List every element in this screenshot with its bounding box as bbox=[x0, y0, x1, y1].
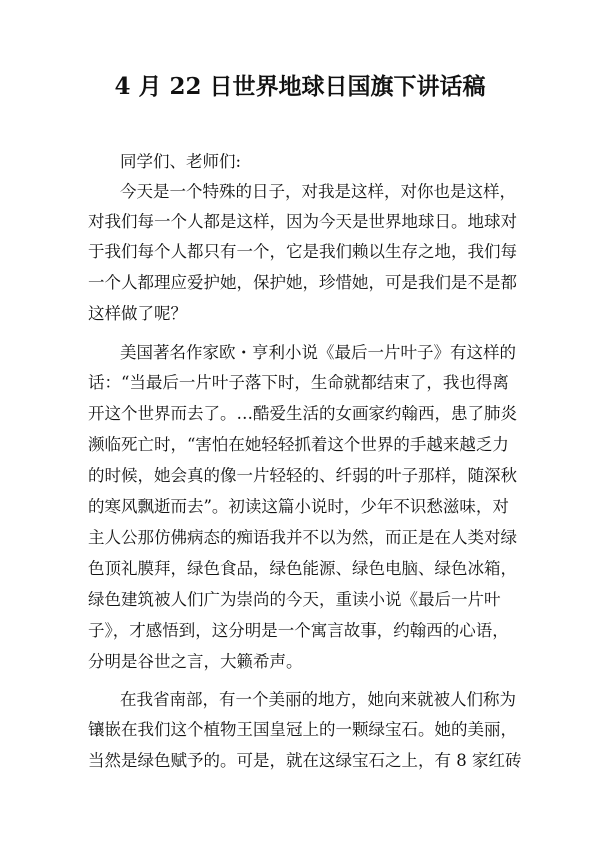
text-line: 美国著名作家欧・亨利小说《最后一片叶子》有这样的 bbox=[120, 343, 516, 362]
text-line: 色顶礼膜拜，绿色食品，绿色能源、绿色电脑、绿色冰箱， bbox=[88, 559, 517, 578]
text-line: 的寒风飘逝而去”。初读这篇小说时，少年不识愁滋味，对 bbox=[88, 497, 509, 516]
text-line: 镶嵌在我们这个植物王国皇冠上的一颗绿宝石。她的美丽， bbox=[88, 720, 517, 739]
text-line: 今天是一个特殊的日子，对我是这样，对你也是这样， bbox=[120, 182, 516, 201]
text-line: 在我省南部，有一个美丽的地方，她向来就被人们称为 bbox=[120, 690, 516, 709]
text-line: 濒临死亡时，“害怕在她轻轻抓着这个世界的手越来越乏力 bbox=[88, 435, 509, 454]
text-line: 分明是谷世之言，大籁希声。 bbox=[88, 652, 303, 671]
salutation-line: 同学们、老师们: bbox=[120, 152, 242, 171]
page-title: 4 月 22 日世界地球日国旗下讲话稿 bbox=[114, 73, 486, 100]
text-line: 子》，才感悟到，这分明是一个寓言故事，约翰西的心语， bbox=[88, 621, 509, 640]
text-line: 于我们每个人都只有一个，它是我们赖以生存之地，我们每 bbox=[88, 242, 517, 261]
text-line: 开这个世界而去了。…酷爱生活的女画家约翰西，患了肺炎 bbox=[88, 404, 517, 423]
text-line: 这样做了呢？ bbox=[88, 304, 187, 323]
text-line: 的时候，她会真的像一片轻轻的、纤弱的叶子那样，随深秋 bbox=[88, 466, 517, 485]
text-line: 话：“当最后一片叶子落下时，生命就都结束了，我也得离 bbox=[88, 373, 509, 392]
text-line: 主人公那仿佛病态的痴语我并不以为然，而正是在人类对绿 bbox=[88, 528, 517, 547]
text-line: 绿色建筑被人们广为崇尚的今天，重读小说《最后一片叶 bbox=[88, 590, 501, 609]
text-line: 当然是绿色赋予的。可是，就在这绿宝石之上，有 8 家红砖 bbox=[88, 751, 522, 770]
text-line: 一个人都理应爱护她，保护她，珍惜她，可是我们是不是都 bbox=[88, 273, 517, 292]
text-line: 对我们每一个人都是这样，因为今天是世界地球日。地球对 bbox=[88, 212, 517, 231]
